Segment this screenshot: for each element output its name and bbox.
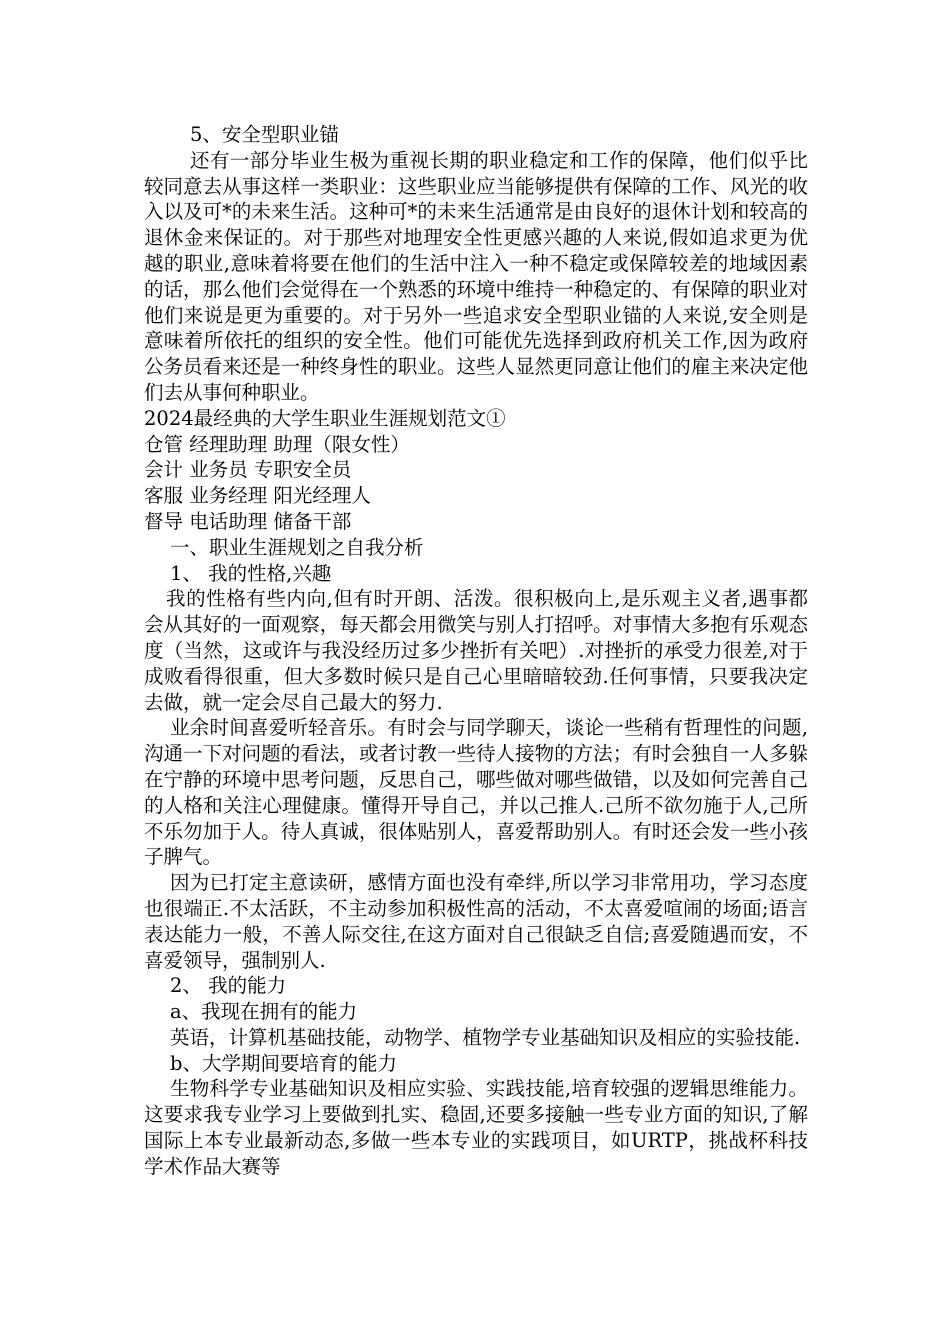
- section-paragraph-safety-anchor: 还有一部分毕业生极为重视长期的职业稳定和工作的保障，他们似乎比较同意去从事这样一类职业：这些职业应当能够提供有保障的工作、风光的收入以及可*的未来生活。这种可*的未来生活通常是由良好的退休计划和较高的退休金来保证的。对于那些对地理安全性更感兴趣的人来说,假如追求更为优越的职业,意味着将要在他们的生活中注入一种不稳定或保障较差的地域因素的话，那么他们会觉得在一个熟悉的环境中维持一种稳定的、有保障的职业对他们来说是更为重要的。对于另外一些追求安全型职业锚的人来说,安全则是意味着所依托的组织的安全性。他们可能优先选择到政府机关工作,因为政府公务员看来还是一种终身性的职业。这些人显然更同意让他们的雇主来决定他们去从事何种职业。: [144, 148, 808, 404]
- paragraph-hobbies: 业余时间喜爱听轻音乐。有时会与同学聊天，谈论一些稍有哲理性的问题,沟通一下对问题的看法，或者讨教一些待人接物的方法；有时会独自一人多躲在宁静的环境中思考问题，反思自己，哪些做对哪些做错，以及如何完善自己的人格和关注心理健康。懂得开导自己，并以己推人.己所不欲勿施于人,己所不乐勿加于人。待人真诚，很体贴别人，喜爱帮助别人。有时还会发一些小孩子脾气。: [144, 716, 808, 869]
- job-line: 督导 电话助理 储备干部: [144, 509, 352, 533]
- subheading-current-abilities: a、我现在拥有的能力: [170, 1000, 358, 1024]
- section-heading-safety-anchor: 5、安全型职业锚: [190, 123, 339, 146]
- paragraph-study-attitude: 因为已打定主意读研，感情方面也没有牵绊,所以学习非常用功，学习态度也很端正.不太活跃，不主动参加积极性高的活动，不太喜爱喧闹的场面;语言表达能力一般，不善人际交往,在这方面对自己很缺乏自信;喜爱随遇而安，不喜爱领导，强制别人.: [144, 871, 808, 972]
- paragraph-current-abilities: 英语，计算机基础技能，动物学、植物学专业基础知识及相应的实验技能.: [170, 1025, 801, 1049]
- job-line: 会计 业务员 专职安全员: [144, 458, 352, 482]
- subheading-abilities: 2、 我的能力: [170, 974, 287, 998]
- job-line: 仓管 经理助理 助理（限女性）: [144, 432, 410, 456]
- subheading-abilities-to-develop: b、大学期间要培育的能力: [170, 1051, 397, 1075]
- paragraph-abilities-to-develop: 生物科学专业基础知识及相应实验、实践技能,培育较强的逻辑思维能力。这要求我专业学习上要做到扎实、稳固,还要多接触一些专业方面的知识,了解国际上本专业最新动态,多做一些本专业的实践项目，如URTP，挑战杯科技学术作品大赛等: [144, 1077, 808, 1178]
- document-page: [144, 122, 808, 1180]
- job-line: 客服 业务经理 阳光经理人: [144, 484, 371, 508]
- subheading-personality: 1、 我的性格,兴趣: [170, 561, 332, 585]
- part-heading-self-analysis: 一、职业生涯规划之自我分析: [170, 535, 424, 559]
- document-title: 2024最经典的大学生职业生涯规划范文①: [144, 406, 506, 430]
- paragraph-personality: 我的性格有些内向,但有时开朗、活泼。很积极向上,是乐观主义者,遇事都会从其好的一面观察，每天都会用微笑与别人打招呼。对事情大多抱有乐观态度（当然，这或许与我没经历过多少挫折有关吧）.对挫折的承受力很差,对于成败看得很重，但大多数时候只是自己心里暗暗较劲.任何事情，只要我决定去做，就一定会尽自己最大的努力.: [144, 587, 808, 714]
